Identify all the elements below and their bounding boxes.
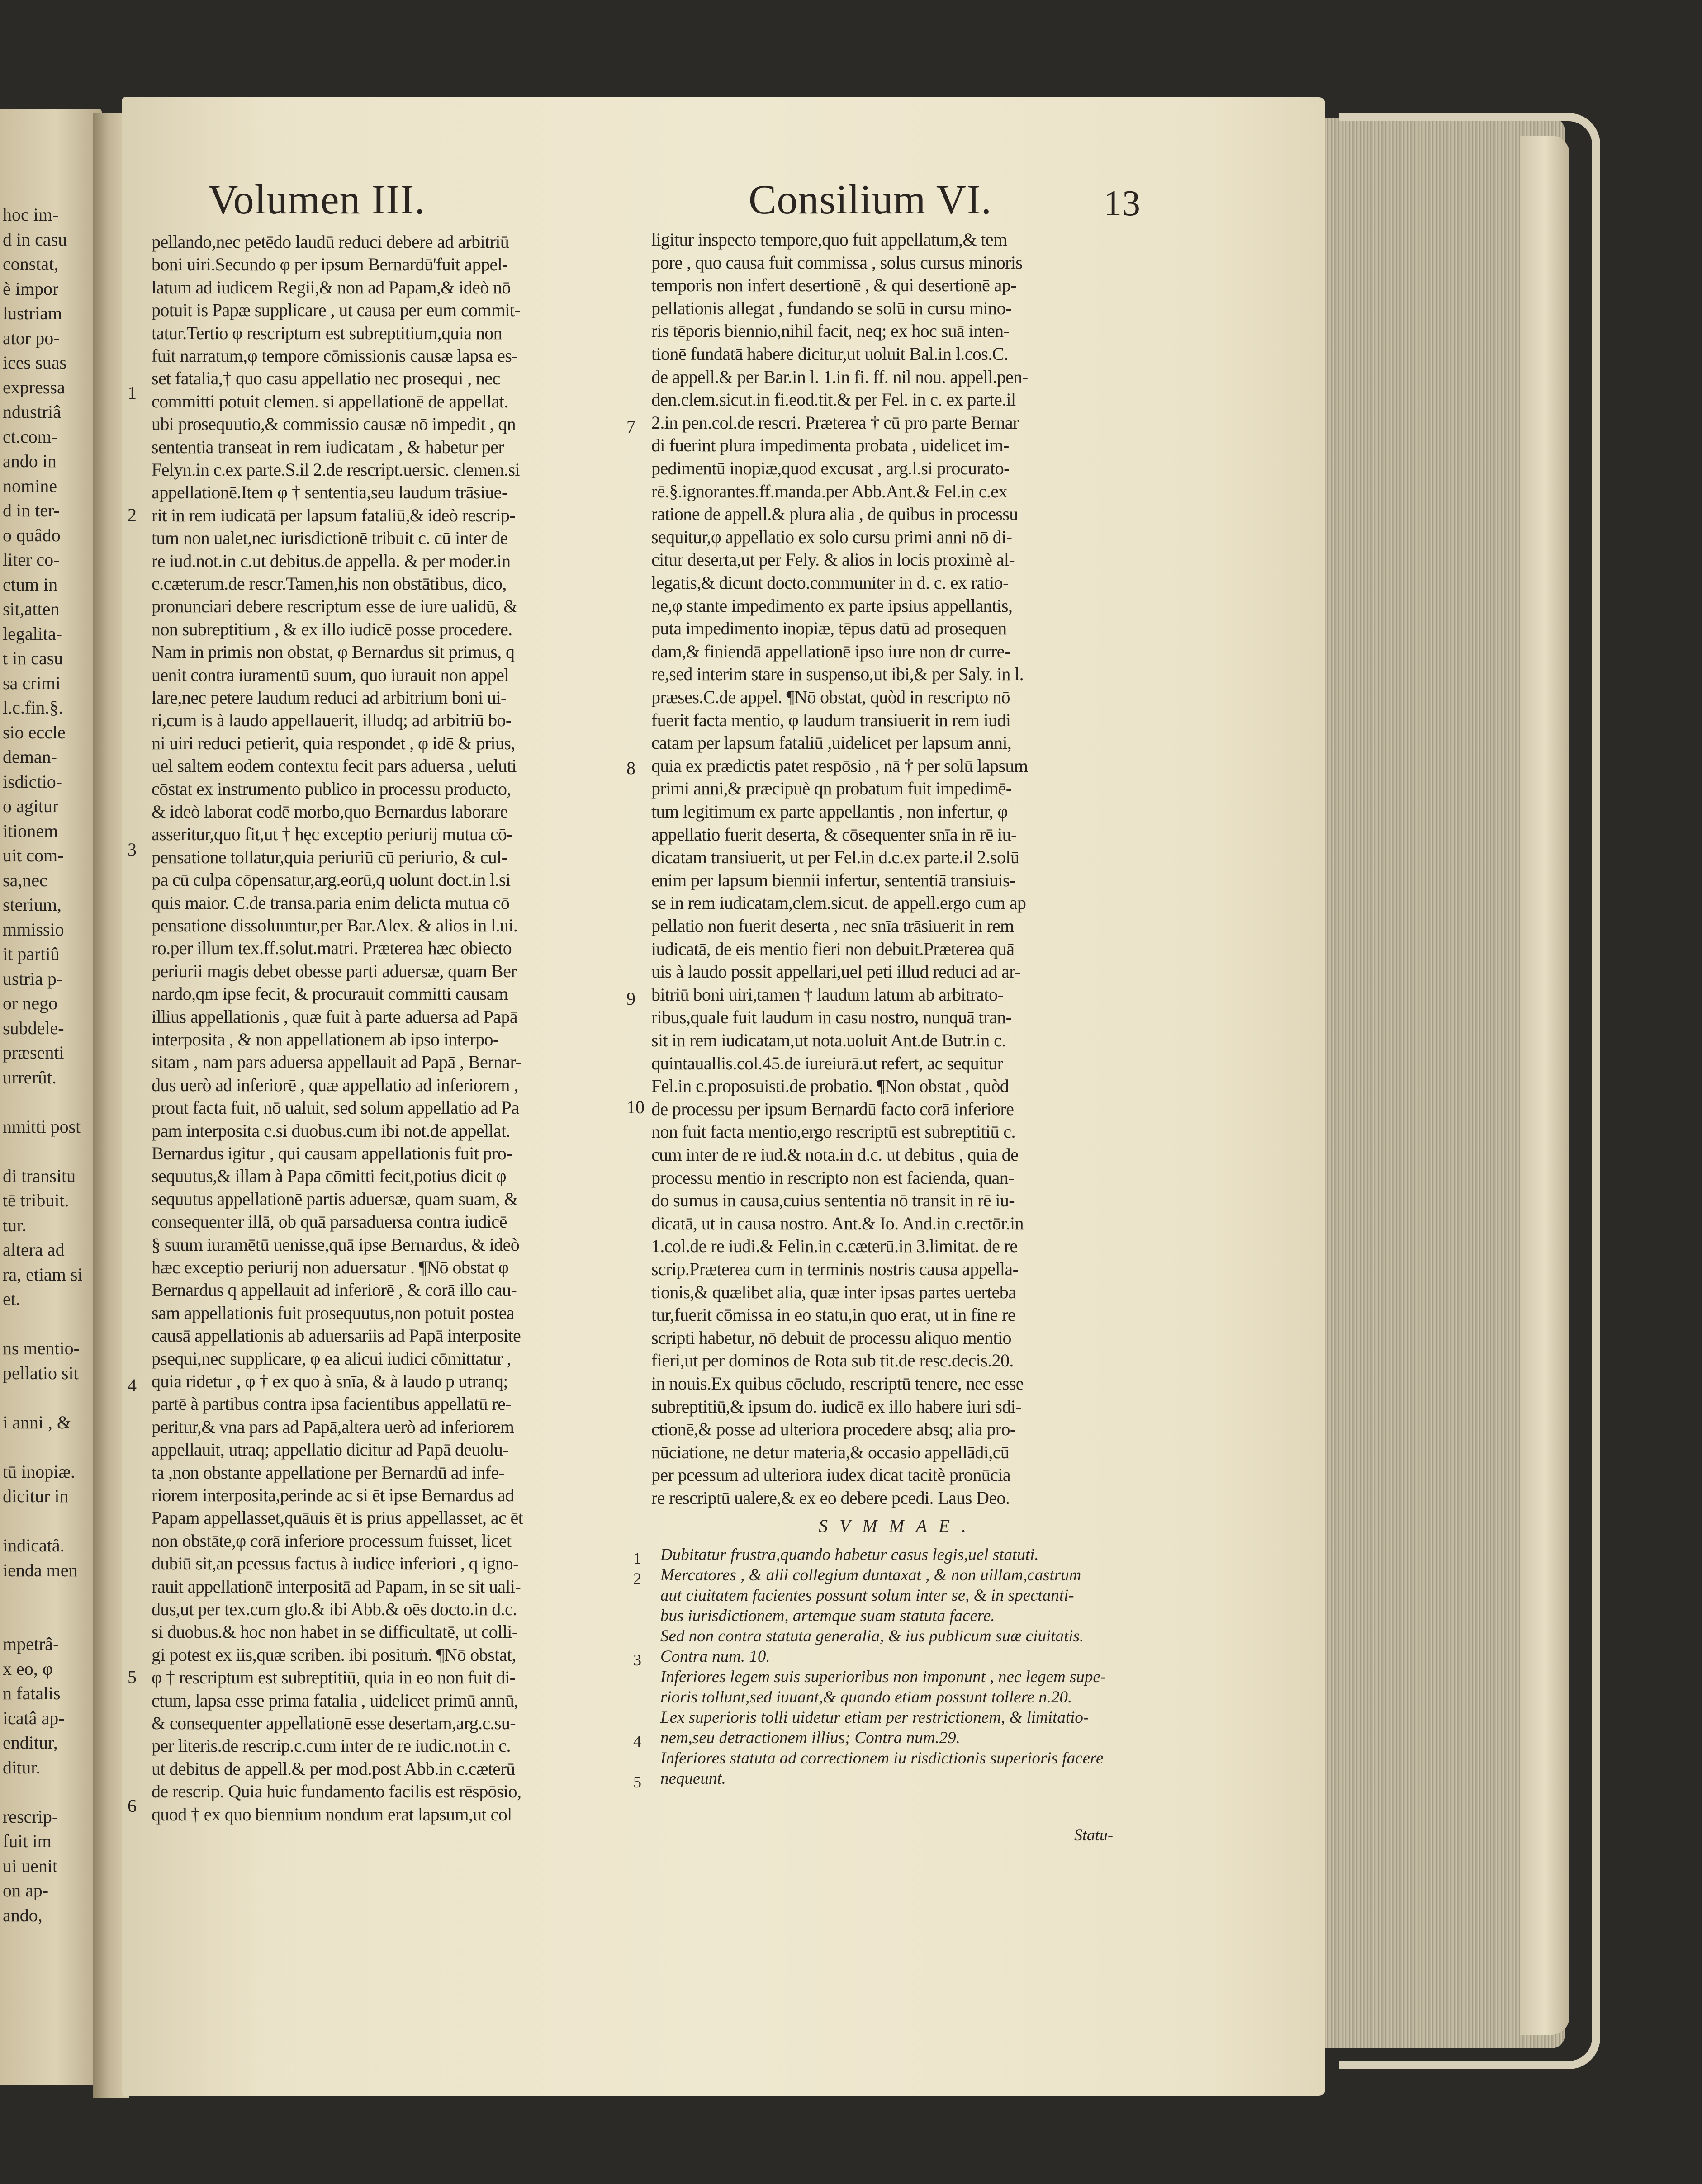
text-line: scripti habetur, nō debuit de processu aliquo mentio	[651, 1327, 1011, 1348]
left-page-fragment-line: ando in	[3, 451, 57, 471]
text-line: Felyn.in c.ex parte.S.il 2.de rescript.uersic. clemen.si	[152, 459, 520, 480]
left-page-fragment-line: lustriam	[3, 303, 62, 323]
left-page-fragment-line: l.c.fin.§.	[3, 697, 63, 718]
text-line: pronunciari debere rescriptum esse de iure ualidū, &	[152, 596, 517, 617]
text-line: 2.in pen.col.de rescri. Præterea † cū pro parte Bernar	[651, 412, 1019, 433]
summa-line: Sed non contra statuta generalia, & ius publicum suæ ciuitatis.	[660, 1627, 1084, 1645]
text-line: ni uiri reduci petierit, quia respondet , φ idē & prius,	[152, 733, 515, 753]
text-line: fieri,ut per dominos de Rota sub tit.de resc.decis.20.	[651, 1350, 1014, 1371]
text-line: re,sed interim stare in suspenso,ut ibi,& per Saly. in l.	[651, 664, 1024, 685]
text-line: uenit contra iuramentū suum, quo iurauit non appel	[152, 664, 509, 685]
summa-line: Lex superioris tolli uidetur etiam per restrictionem, & limitatio-	[660, 1708, 1089, 1727]
left-page-fragment-line: præsenti	[3, 1042, 64, 1063]
text-line: interposita , & non appellationem ab ipso interpo-	[152, 1029, 499, 1049]
left-page-fragment-line: icatâ ap-	[3, 1707, 65, 1728]
left-page-fragment-line: sit,atten	[3, 599, 60, 619]
text-line: sequutus appellationē partis aduersæ, quam suam, &	[152, 1188, 518, 1209]
left-page-fragment-line: è impor	[3, 278, 59, 299]
margin-number: 5	[128, 1667, 137, 1687]
summa-line: aut ciuitatem facientes possunt solum inter se, & in spectanti-	[660, 1586, 1074, 1605]
margin-number: 8	[626, 758, 635, 778]
text-line: dubiū sit,an pcessus factus à iudice inferiori , q igno-	[152, 1553, 519, 1574]
text-line: causā appellationis ab aduersariis ad Papā interposite	[152, 1325, 521, 1346]
vellum-cover	[1339, 113, 1600, 2069]
text-line: gi potest ex iis,quæ scriben. ibi posituṁ. ¶Nō obstat,	[152, 1644, 516, 1665]
left-page-fragment-line: sa crimi	[3, 672, 61, 693]
text-line: non fuit facta mentio,ergo rescriptū est subreptitiū c.	[651, 1121, 1015, 1142]
text-line: in nouis.Ex quibus cōcludo, rescriptū tenere, nec esse	[651, 1373, 1024, 1394]
text-line: re rescriptū ualere,& ex eo debere pcedi. Laus Deo.	[651, 1488, 1010, 1508]
text-line: riorem interposita,perinde ac si ēt ipse Bernardus ad	[152, 1485, 514, 1505]
text-line: uel saltem eodem contextu fecit pars aduersa , ueluti	[152, 756, 517, 776]
left-page-fragment-line: altera ad	[3, 1239, 65, 1260]
page-number: 13	[1104, 184, 1141, 223]
text-line: psequi,nec supplicare, φ ea alicui iudici cōmittatur ,	[152, 1348, 511, 1369]
text-line: quod † ex quo biennium nondum erat lapsum,ut col	[152, 1804, 512, 1825]
text-line: ta ,non obstante appellatione per Bernardū ad infe-	[152, 1462, 505, 1483]
text-line: tatur.Tertio φ rescriptum est subreptitium,quia non	[152, 322, 503, 343]
left-page-fragment-line: o quâdo	[3, 525, 61, 545]
text-line: prout facta fuit, nō ualuit, sed solum appellatio ad Pa	[152, 1097, 519, 1118]
left-page-fragment-line: t in casu	[3, 648, 63, 668]
text-line: non subreptitium , & ex illo iudicē posse procedere.	[152, 619, 512, 639]
text-line: Bernardus igitur , qui causam appellationis fuit pro-	[152, 1143, 512, 1163]
text-line: sententia transeat in rem iudicatam , & habetur per	[152, 436, 504, 457]
text-line: rit in rem iudicatā per lapsum fataliū,& ideò rescrip-	[152, 505, 515, 525]
text-line: sequutus,& illam à Papa cōmitti fecit,potius dicit φ	[152, 1166, 506, 1187]
left-page-fragment-line: o agitur	[3, 796, 59, 816]
text-line: pedimentū inopiæ,quod excusat , arg.l.si procurato-	[651, 458, 1010, 478]
left-page-fragment-line: expressa	[3, 377, 65, 397]
text-line: si duobus.& hoc non habet in se difficultatē, ut colli-	[152, 1621, 518, 1642]
left-page-fragment-line: uit com-	[3, 845, 64, 865]
summa-number: 2	[633, 1569, 641, 1588]
left-page-fragment-line: ices suas	[3, 352, 67, 373]
text-line: nardo,qm ipse fecit, & procurauit committi causam	[152, 983, 508, 1004]
text-line: iudicatā, de eis mentio fieri non debuit.Præterea quā	[651, 938, 1015, 959]
left-page-fragment-line: urrerût.	[3, 1067, 57, 1087]
text-line: illius appellationis , quæ fuit à parte aduersa ad Papā	[152, 1006, 517, 1027]
left-page-fragment-line: x eo, φ	[3, 1658, 53, 1679]
text-line: quia ex prædictis patet respōsio , nā † per solū lapsum	[651, 755, 1028, 776]
left-page-fragment-line: i anni , &	[3, 1412, 71, 1432]
summae-heading: SVMMAE.	[819, 1516, 978, 1536]
text-line: rauit appellationē interpositā ad Papam, in se sit uali-	[152, 1576, 521, 1597]
left-page-fragment-line: pellatio sit	[3, 1362, 79, 1383]
text-line: Bernardus q appellauit ad inferiorē , & corā illo cau-	[152, 1280, 517, 1300]
left-page-fragment-line: subdele-	[3, 1017, 64, 1038]
running-head-consilium: Consilium VI.	[749, 176, 992, 222]
left-page-fragment-line: ustria p-	[3, 968, 63, 989]
text-line: φ † rescriptum est subreptitiū, quia in eo non fuit di-	[152, 1667, 516, 1688]
text-line: § suum iuramētū uenisse,quā ipse Bernardus, & ideò	[152, 1234, 520, 1255]
text-line: lare,nec petere laudum reduci ad arbitrium boni ui-	[152, 687, 507, 708]
text-line: dus uerò ad inferiorē , quæ appellatio ad inferiorem ,	[152, 1074, 518, 1095]
summa-number: 3	[633, 1651, 641, 1669]
left-page-fragment-line: ator po-	[3, 327, 60, 348]
text-line: quintauallis.col.45.de iureiurā.ut refert, ac sequitur	[651, 1053, 1003, 1073]
text-line: dicatam transiuerit, ut per Fel.in d.c.ex parte.il 2.solū	[651, 847, 1019, 868]
text-line: per literis.de rescrip.c.cum inter de re iudic.not.in c.	[152, 1735, 511, 1756]
text-line: periurii magis debet obesse parti aduersæ, quam Ber	[152, 960, 517, 981]
text-line: tum legitimum ex parte appellantis , non infertur, φ	[651, 801, 1008, 822]
text-line: pellationis allegat , fundando se solū in cursu mino-	[651, 298, 1011, 318]
text-line: sequitur,φ appellatio ex solo cursu primi anni nō di-	[651, 526, 1012, 547]
margin-number: 1	[128, 383, 137, 403]
left-page-fragment-line: isdictio-	[3, 771, 62, 792]
text-line: legatis,& dicunt docto.communiter in d. c. ex ratio-	[651, 572, 1009, 593]
summa-line: nequeunt.	[660, 1769, 726, 1788]
left-page-fragment-line: tur.	[3, 1215, 27, 1235]
margin-number: 3	[128, 839, 137, 860]
text-line: Nam in primis non obstat, φ Bernardus sit primus, q	[152, 642, 515, 662]
margin-number: 6	[128, 1796, 137, 1816]
text-line: pa cū culpa cōpensatur,arg.eorū,q uolunt doct.in l.si	[152, 870, 511, 890]
left-page-fragment-line: enditur,	[3, 1732, 58, 1753]
left-page-fragment-line: ctum in	[3, 574, 58, 595]
summa-line: rioris tollunt,sed iuuant,& quando etiam possunt tollere n.20.	[660, 1688, 1072, 1707]
left-page-fragment-line: sa,nec	[3, 870, 47, 890]
left-page-fragment-line: ando,	[3, 1905, 43, 1925]
text-line: latum ad iudicem Regii,& non ad Papam,& ideò nō	[152, 277, 511, 298]
left-page-fragment-line: rescrip-	[3, 1806, 58, 1827]
text-line: tionis,& quælibet alia, quæ inter ipsas partes uerteba	[651, 1281, 1016, 1302]
margin-number: 10	[626, 1097, 645, 1117]
left-page-fragment-line: tē tribuit.	[3, 1190, 69, 1210]
text-line: quis maior. C.de transa.paria enim delicta mutua cō	[152, 892, 510, 913]
left-page-fragment-line: or nego	[3, 993, 58, 1013]
summa-line: Dubitatur frustra,quando habetur casus legis,uel statuti.	[660, 1546, 1039, 1564]
text-line: 1.col.de re iudi.& Felin.in c.cæterū.in 3.limitat. de re	[651, 1236, 1018, 1257]
text-line: uis à laudo possit appellari,uel peti illud reduci ad ar-	[651, 961, 1020, 982]
summa-line: Contra num. 10.	[660, 1647, 770, 1666]
text-line: pellando,nec petēdo laudū reduci debere ad arbitriū	[152, 233, 509, 252]
text-line: do sumus in causa,cuius sententia nō transit in rē iu-	[651, 1190, 1015, 1211]
text-line: boni uiri.Secundo φ per ipsum Bernardū'fuit appel-	[152, 254, 508, 275]
text-line: citur deserta,ut per Fely. & alios in locis proximè al-	[651, 549, 1015, 570]
left-text-column	[152, 233, 604, 1825]
text-line: Fel.in c.proposuisti.de probatio. ¶Non obstat , quòd	[651, 1076, 1009, 1097]
left-page-fragment-line: tū inopiæ.	[3, 1461, 76, 1482]
left-page-fragment-line: hoc im-	[3, 206, 59, 225]
left-page-fragment-line: ns mentio-	[3, 1338, 80, 1358]
text-line: enim per lapsum biennii infertur, sententiā transiuis-	[651, 870, 1015, 890]
text-line: cum inter de re iud.& nota.in d.c. ut debitus , quia de	[651, 1144, 1019, 1165]
text-line: den.clem.sicut.in fi.eod.tit.& per Fel. in c. ex parte.il	[651, 389, 1016, 410]
left-page-fragment-line: mpetrâ-	[3, 1634, 59, 1654]
text-line: & ideò laborat codē morbo,quo Bernardus laborare	[152, 801, 508, 822]
left-page-fragment-line: legalita-	[3, 623, 62, 644]
left-page-fragment-line: d in casu	[3, 229, 67, 250]
left-page-fragment-line: n fatalis	[3, 1683, 61, 1703]
left-page-fragment-line: ienda men	[3, 1560, 78, 1580]
text-line: de rescrip. Quia huic fundamento facilis est rēspōsio,	[152, 1781, 522, 1802]
text-line: peritur,& vna pars ad Papā,altera uerò ad inferiorem	[152, 1416, 514, 1437]
text-line: scrip.Præterea cum in terminis nostris causa appella-	[651, 1259, 1019, 1279]
left-page-fragment-line: nomine	[3, 475, 57, 496]
left-page-fragment-line: itionem	[3, 820, 58, 841]
text-line: ratione de appell.& plura alia , de quibus in processu	[651, 504, 1018, 525]
left-page-fragment-line: nmitti post	[3, 1116, 81, 1137]
text-line: sit in rem iudicatam,ut nota.uoluit Ant.de Butr.in c.	[651, 1030, 1006, 1050]
left-page-fragment-line: di transitu	[3, 1165, 76, 1186]
left-page-fragment-line: sterium,	[3, 894, 62, 915]
text-line: appellatio fuerit deserta, & cōsequenter snīa in rē iu-	[651, 824, 1017, 845]
margin-number: 2	[128, 505, 137, 525]
text-line: re iud.not.in c.ut debitus.de appella. & per moder.in	[152, 550, 511, 571]
left-page-fragment-line: mmissio	[3, 919, 64, 940]
text-line: bitriū boni uiri,tamen † laudum latum ab arbitrato-	[651, 984, 1004, 1005]
text-line: subreptitiū,& ipsum do. iudicē ex illo habere iuri sdi-	[651, 1396, 1021, 1417]
text-line: pensatione tollatur,quia periuriū cū periurio, & cul-	[152, 846, 507, 867]
text-line: sam appellationis fuit prosequutus,non potuit postea	[152, 1302, 515, 1323]
text-line: fuit narratum,φ tempore cōmissionis causæ lapsa es-	[152, 345, 517, 366]
text-line: per pcessum ad ulteriora iudex dicat tacitè pronūcia	[651, 1465, 1011, 1485]
left-page-fragment-line: on ap-	[3, 1880, 49, 1900]
summa-number: 4	[633, 1732, 641, 1750]
left-page-fragment-line: dicitur in	[3, 1486, 69, 1506]
text-line: sitam , nam pars aduersa appellauit ad Papā , Bernar-	[152, 1052, 522, 1073]
text-line: di fuerint plura impedimenta probata , uidelicet im-	[651, 435, 1009, 456]
text-line: processu mentio in rescripto non est facienda, quan-	[651, 1167, 1014, 1188]
left-page-fragment-line: fuit im	[3, 1831, 52, 1851]
text-line: de processu per ipsum Bernardū facto corā inferiore	[651, 1098, 1014, 1119]
text-line: c.cæterum.de rescr.Tamen,his non obstātibus, dico,	[152, 573, 507, 594]
text-line: tionē fundatā habere dicitur,ut uoluit Bal.in l.cos.C.	[651, 344, 1009, 364]
text-line: Papam appellasset,quāuis ēt is prius appellasset, ac ēt	[152, 1508, 523, 1528]
text-line: consequenter illā, ob quā parsaduersa contra iudicē	[152, 1211, 507, 1232]
left-page-fragment-line: et.	[3, 1289, 20, 1309]
text-line: set fatalia,† quo casu appellatio nec prosequi , nec	[152, 368, 500, 389]
text-line: primi anni,& præcipuè qn probatum fuit impedimē-	[651, 778, 1012, 799]
left-page-fragment-line: indicatâ.	[3, 1535, 65, 1555]
left-page-fragment-line: ditur.	[3, 1757, 41, 1777]
left-page-fragment-line: sio eccle	[3, 722, 66, 742]
text-line: ne,φ stante impedimento ex parte ipsius appellantis,	[651, 595, 1013, 616]
running-head-volume: Volumen III.	[208, 176, 426, 222]
left-page-fragment-line: constat,	[3, 254, 59, 274]
summa-line: Mercatores , & alii collegium duntaxat , & non uillam,castrum	[660, 1566, 1081, 1584]
text-line: puta impedimento inopiæ, tēpus datū ad prosequen	[651, 618, 1007, 639]
left-page-fragment-line: it partiû	[3, 944, 60, 964]
text-line: de appell.& per Bar.in l. 1.in fi. ff. nil nou. appell.pen-	[651, 366, 1028, 387]
text-line: ut debitus de appell.& per mod.post Abb.in c.cæterū	[152, 1758, 515, 1779]
text-line: partē à partibus contra ipsa facientibus appellatū re-	[152, 1394, 512, 1414]
text-line: quia ridetur , φ † ex quo à snīa, & à laudo p utranq;	[152, 1371, 508, 1391]
text-line: catam per lapsum fataliū ,uidelicet per lapsum anni,	[651, 733, 1012, 753]
text-line: fuerit facta mentio, φ laudum transiuerit in rem iudi	[651, 709, 1011, 730]
margin-number: 7	[626, 416, 635, 437]
margin-number: 4	[128, 1375, 137, 1395]
text-line: potuit is Papæ supplicare , ut causa per eum commit-	[152, 300, 521, 321]
text-line: pore , quo causa fuit commissa , solus cursus minoris	[651, 252, 1023, 273]
text-line: ligitur inspecto tempore,quo fuit appellatum,& tem	[651, 231, 1007, 250]
text-line: asseritur,quo fit,ut † hęc exceptio periurij mutua cō-	[152, 824, 512, 845]
text-line: ro.per illum tex.ff.solut.matri. Præterea hæc obiecto	[152, 938, 512, 959]
text-line: cōstat ex instrumento publico in processu producto,	[152, 778, 511, 799]
summa-number: 1	[633, 1549, 641, 1567]
text-line: ris tēporis biennio,nihil facit, neq; ex hoc suā inten-	[651, 321, 1010, 341]
text-line: se in rem iudicatam,clem.sicut. de appell.ergo cum ap	[651, 893, 1026, 913]
text-line: pellatio non fuerit deserta , nec snīa trāsiuerit in rem	[651, 916, 1014, 936]
catchword: Statu-	[1074, 1826, 1113, 1844]
left-page-text-fragments	[0, 206, 100, 1960]
text-line: tur,fuerit cōmissa in eo statu,in quo erat, ut in fine re	[651, 1305, 1016, 1325]
summa-line: nem,seu detractionem illius; Contra num.29.	[660, 1729, 960, 1747]
margin-number: 9	[626, 988, 635, 1009]
right-text-column	[651, 231, 1140, 1515]
text-line: ribus,quale fuit laudum in casu nostro, nunquā tran-	[651, 1007, 1012, 1028]
text-line: pensatione dissoluuntur,per Bar.Alex. & alios in l.ui.	[152, 915, 518, 936]
left-page-fragment-line: ui uenit	[3, 1855, 58, 1876]
text-line: non obstāte,φ corā inferiore processum fuisset, licet	[152, 1530, 512, 1551]
text-line: dus,ut per tex.cum glo.& ibi Abb.& oēs docto.in d.c.	[152, 1599, 517, 1619]
text-line: hæc exceptio periurij non aduersatur . ¶Nō obstat φ	[152, 1257, 509, 1277]
left-page-fragment-line: ra, etiam si	[3, 1264, 83, 1285]
text-line: ctum, lapsa esse prima fatalia , uidelicet primū annū,	[152, 1690, 518, 1711]
text-line: pam interposita c.si duobus.cum ibi not.de appellat.	[152, 1120, 511, 1141]
text-line: ctionē,& posse ad ulteriora procedere absq; alia pro-	[651, 1419, 1016, 1440]
text-line: temporis non infert desertionē , & qui desertionē ap-	[651, 275, 1016, 296]
summae-list	[660, 1546, 1149, 1800]
text-line: appellationē.Item φ † sententia,seu laudum trāsiue-	[152, 482, 507, 503]
left-page-fragment-line: ct.com-	[3, 426, 58, 447]
text-line: ri,cum is à laudo appellauerit, illudq; ad arbitriū bo-	[152, 710, 512, 731]
left-page-fragment-line: ndustriâ	[3, 402, 61, 422]
summa-line: Inferiores legem suis superioribus non imponunt , nec legem supe-	[660, 1668, 1106, 1686]
left-page-fragment-line: deman-	[3, 747, 57, 767]
text-line: præses.C.de appel. ¶Nō obstat, quòd in rescripto nō	[651, 687, 1010, 707]
text-line: & consequenter appellationē esse desertam,arg.c.su-	[152, 1713, 516, 1733]
left-page-fragment-line: d in ter-	[3, 500, 60, 520]
summa-line: Inferiores statuta ad correctionem iu risdictionis superioris facere	[660, 1749, 1104, 1768]
summa-line: bus iurisdictionem, artemque suam statuta facere.	[660, 1607, 995, 1625]
text-line: rē.§.ignorantes.ff.manda.per Abb.Ant.& Fel.in c.ex	[651, 481, 1007, 501]
text-line: committi potuit clemen. si appellationē de appellat.	[152, 391, 508, 411]
text-line: nūciatione, ne detur materia,& occasio appellādi,cū	[651, 1442, 1010, 1462]
text-line: appellauit, utraq; appellatio dicitur ad Papā deuolu-	[152, 1439, 509, 1460]
text-line: dicatā, ut in causa nostro. Ant.& Io. And.in c.rectōr.in	[651, 1213, 1024, 1234]
text-line: tum non ualet,nec iurisdictionē tribuit c. cū inter de	[152, 528, 508, 548]
text-line: dam,& finiendā appellationē ipso iure non dr curre-	[651, 641, 1010, 662]
summa-number: 5	[633, 1773, 641, 1791]
text-line: ubi prosequutio,& commissio causæ nō impedit , qn	[152, 414, 516, 435]
left-page-fragment-line: liter co-	[3, 549, 60, 570]
